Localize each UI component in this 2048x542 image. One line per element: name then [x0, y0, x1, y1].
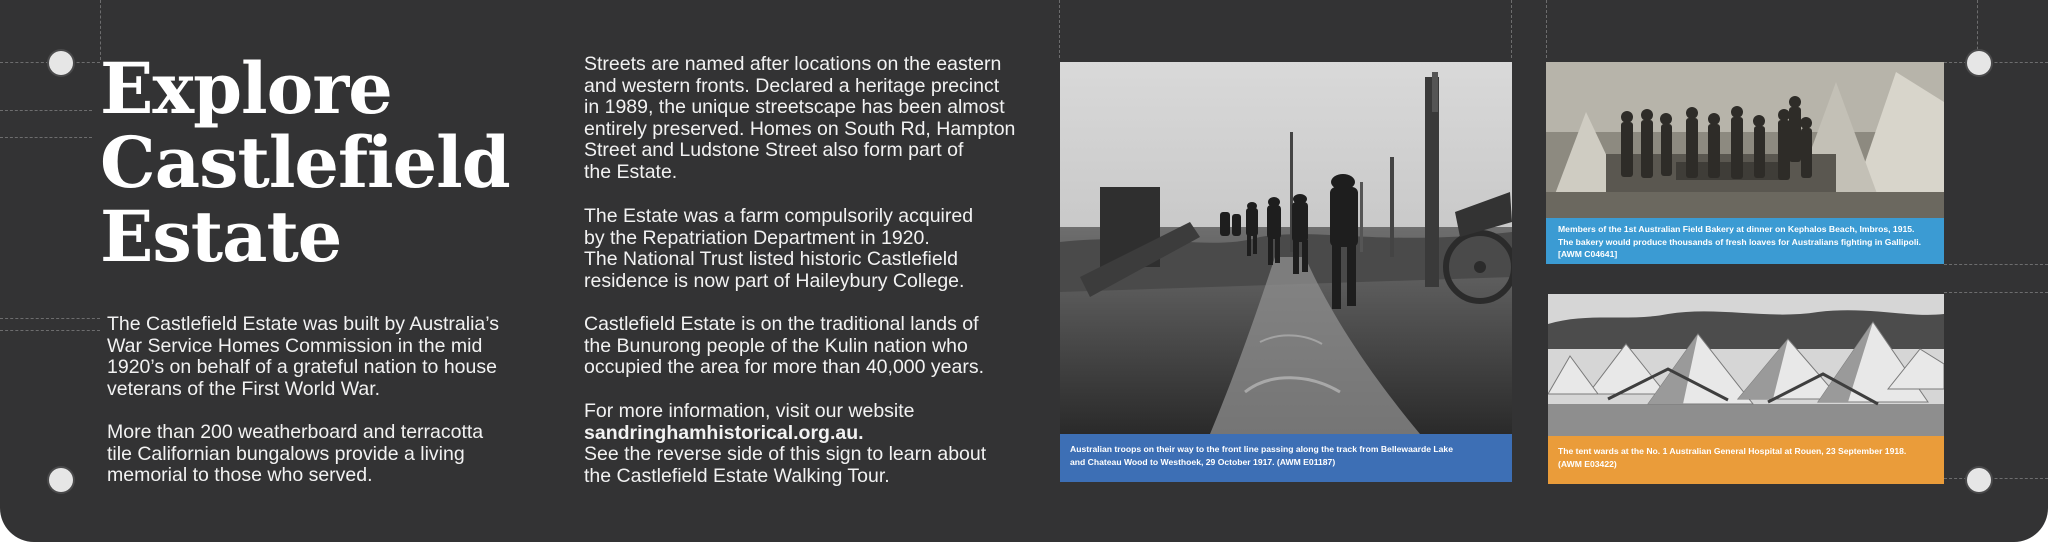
text-line: The Castlefield Estate was built by Australia’s	[107, 313, 499, 335]
guide-line	[0, 318, 100, 319]
caption-line: Members of the 1st Australian Field Bakery at dinner on Kephalos Beach, Imbros, 1915.	[1558, 224, 1915, 234]
text-line: entirely preserved. Homes on South Rd, Hampton	[584, 117, 1016, 140]
sign-title	[100, 47, 510, 278]
caption-line: The bakery would produce thousands of fresh loaves for Australians fighting in Gallipoli.	[1558, 236, 1922, 247]
guide-line	[1944, 478, 2048, 479]
intro-paragraph-2	[107, 422, 483, 487]
caption-line: Australian troops on their way to the front line passing along the track from Bellewaarde Lake	[1070, 444, 1453, 454]
text-line: More than 200 weatherboard and terracotta	[107, 421, 484, 443]
text-line: the Estate.	[584, 160, 678, 183]
text-line: War Service Homes Commission in the mid	[107, 334, 483, 357]
bakery-photo-caption	[1546, 218, 1944, 264]
bakery-photo	[1546, 62, 1944, 218]
more-info-paragraph	[584, 401, 986, 487]
streets-paragraph	[584, 54, 1015, 183]
guide-line	[1059, 0, 1060, 58]
mounting-hole	[49, 51, 73, 75]
text-line: Castlefield Estate is on the traditional lands of	[584, 313, 979, 335]
text-line: occupied the area for more than 40,000 years.	[584, 356, 984, 378]
mounting-hole	[1967, 51, 1991, 75]
guide-line	[1944, 62, 2048, 63]
tents-photo-caption	[1548, 436, 1944, 484]
text-line: veterans of the First World War.	[107, 377, 381, 400]
farm-paragraph	[584, 206, 973, 292]
text-line: by the Repatriation Department in 1920.	[584, 226, 930, 249]
tents-photo	[1548, 294, 1944, 436]
mounting-hole	[49, 468, 73, 492]
intro-paragraph-1	[107, 314, 499, 400]
text-line: the Castlefield Estate Walking Tour.	[584, 464, 890, 487]
caption-line: and Chateau Wood to Westhoek, 29 October 1917. (AWM E01187)	[1070, 456, 1336, 467]
website-link[interactable]: sandringhamhistorical.org.au.	[584, 421, 864, 444]
troops-photo	[1060, 62, 1512, 434]
caption-line: [AWM C04641]	[1558, 249, 1618, 259]
text-line: 1920’s on behalf of a grateful nation to house	[107, 356, 497, 378]
guide-line	[1944, 264, 2048, 265]
text-line: the Bunurong people of the Kulin nation who	[584, 334, 968, 357]
text-line: residence is now part of Haileybury College.	[584, 269, 965, 292]
text-line: Streets are named after locations on the eastern	[584, 53, 1002, 75]
guide-line	[0, 137, 92, 138]
title-line: Estate	[100, 195, 342, 278]
text-line: The Estate was a farm compulsorily acquired	[584, 205, 974, 227]
text-line: memorial to those who served.	[107, 464, 373, 486]
troops-photo-caption	[1060, 434, 1512, 482]
title-line: Castlefield	[100, 121, 510, 204]
guide-line	[0, 330, 100, 331]
guide-line	[0, 110, 92, 111]
title-line: Explore	[100, 47, 392, 130]
guide-line	[1511, 0, 1512, 58]
text-line: and western fronts. Declared a heritage precinct	[584, 74, 1000, 97]
traditional-lands-paragraph	[584, 314, 984, 379]
text-line: tile Californian bungalows provide a living	[107, 442, 465, 465]
caption-line: (AWM E03422)	[1558, 458, 1617, 469]
caption-line: The tent wards at the No. 1 Australian General Hospital at Rouen, 23 September 1918.	[1558, 446, 1907, 456]
guide-line	[1944, 292, 2048, 293]
guide-line	[1546, 0, 1547, 58]
text-line: For more information, visit our website	[584, 400, 915, 422]
text-line: The National Trust listed historic Castlefield	[584, 248, 958, 270]
text-line: Street and Ludstone Street also form part of	[584, 139, 964, 161]
mounting-hole	[1967, 468, 1991, 492]
text-line: See the reverse side of this sign to learn about	[584, 443, 987, 465]
text-line: in 1989, the unique streetscape has been almost	[584, 96, 1005, 118]
